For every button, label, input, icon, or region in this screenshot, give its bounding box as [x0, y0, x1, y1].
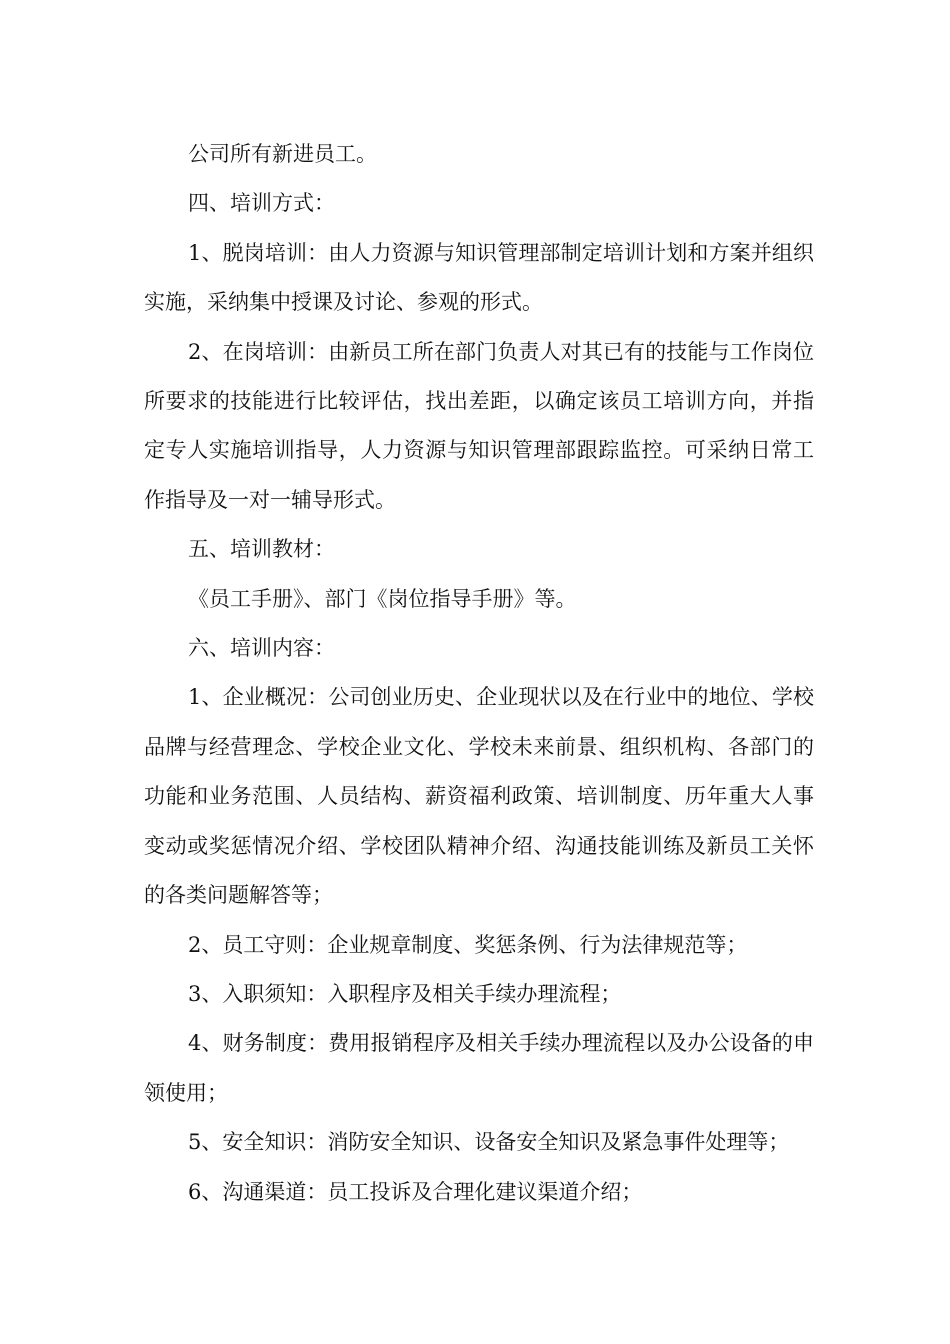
document-body [144, 130, 814, 1217]
paragraph-materials-list: 《员工手册》、部门《岗位指导手册》等。 [188, 586, 577, 611]
heading-training-content: 六、培训内容： [188, 636, 335, 661]
heading-training-materials: 五、培训教材： [188, 537, 335, 562]
paragraph-offsite-training: 1、脱岗培训：由人力资源与知识管理部制定培训计划和方案并组织实施，采纳集中授课及讨论、参观的形式。 [144, 240, 814, 315]
paragraph-communication: 6、沟通渠道：员工投诉及合理化建议渠道介绍； [188, 1179, 643, 1204]
heading-training-method: 四、培训方式： [188, 191, 335, 216]
paragraph-company-overview: 1、企业概况：公司创业历史、企业现状以及在行业中的地位、学校品牌与经营理念、学校企业文化、学校未来前景、组织机构、各部门的功能和业务范围、人员结构、薪资福利政策、培训制度、历年重大人事变动或奖惩情况介绍、学校团队精神介绍、沟通技能训练及新员工关怀的各类问题解答等； [144, 685, 814, 908]
paragraph-employee-rules: 2、员工守则：企业规章制度、奖惩条例、行为法律规范等； [188, 932, 748, 957]
paragraph-target-audience: 公司所有新进员工。 [188, 142, 377, 166]
paragraph-onboarding: 3、入职须知：入职程序及相关手续办理流程； [188, 981, 622, 1006]
paragraph-finance-policy: 4、财务制度：费用报销程序及相关手续办理流程以及办公设备的申领使用； [144, 1031, 814, 1105]
paragraph-safety: 5、安全知识：消防安全知识、设备安全知识及紧急事件处理等； [188, 1130, 790, 1155]
paragraph-onsite-training: 2、在岗培训：由新员工所在部门负责人对其已有的技能与工作岗位所要求的技能进行比较评估，找出差距，以确定该员工培训方向，并指定专人实施培训指导，人力资源与知识管理部跟踪监控。可采纳日常工作指导及一对一辅导形式。 [144, 339, 814, 512]
